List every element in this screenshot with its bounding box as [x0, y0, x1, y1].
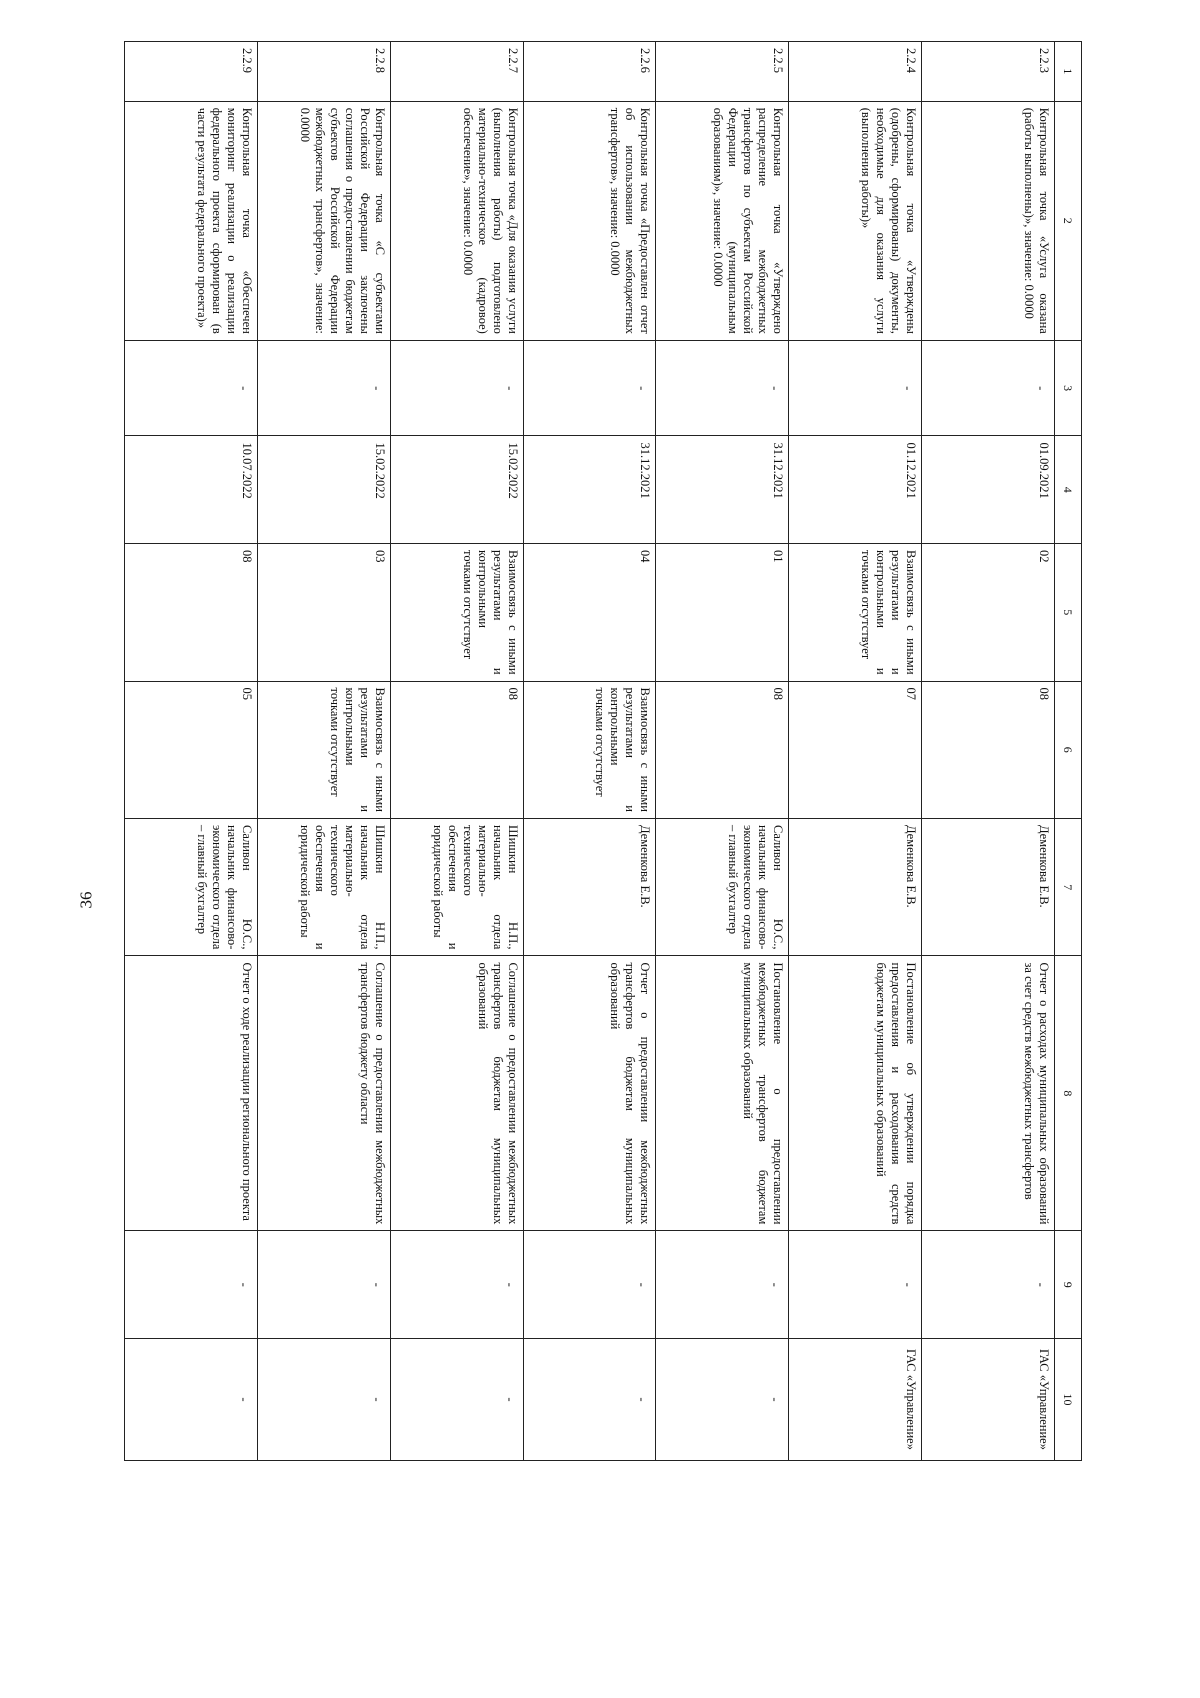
- cell-col6: Взаимосвязь с иными результатами и контрольными точками отсутствует: [523, 681, 656, 818]
- table-row: [257, 42, 390, 1461]
- cell-col3: -: [390, 340, 523, 436]
- information-system: -: [125, 1338, 258, 1460]
- deadline-date: 10.07.2022: [125, 436, 258, 544]
- column-header-5: 5: [1055, 544, 1082, 681]
- control-point-name: Контрольная точка «Обеспечен мониторинг реализации о реализации федерального проекта сформирован (в части результата федерального проекта)»: [125, 101, 258, 340]
- responsible-person: Шишкин Н.П., начальник отдела материально-технического обеспечения и юридической работы: [257, 818, 390, 955]
- row-number: 2.2.4: [789, 42, 922, 102]
- cell-col5: 02: [922, 544, 1055, 681]
- cell-col5: Взаимосвязь с иными результатами и контрольными точками отсутствует: [390, 544, 523, 681]
- responsible-person: Саливон Ю.С., начальник финансово-экономического отдела – главный бухгалтер: [656, 818, 789, 955]
- deadline-date: 01.09.2021: [922, 436, 1055, 544]
- page-number: 36: [76, 891, 96, 909]
- table-row: [789, 42, 922, 1461]
- cell-col6: 08: [390, 681, 523, 818]
- cell-col9: -: [523, 1231, 656, 1339]
- column-header-2: 2: [1055, 101, 1082, 340]
- header-row: [1055, 42, 1082, 1461]
- cell-col6: 07: [789, 681, 922, 818]
- cell-col3: -: [125, 340, 258, 436]
- document-type: Постановление о предоставлении межбюджетных трансфертов бюджетам муниципальных образований: [656, 956, 789, 1231]
- responsible-person: Саливон Ю.С., начальник финансово-экономического отдела – главный бухгалтер: [125, 818, 258, 955]
- column-header-4: 4: [1055, 436, 1082, 544]
- cell-col3: -: [656, 340, 789, 436]
- row-number: 2.2.6: [523, 42, 656, 102]
- information-system: -: [523, 1338, 656, 1460]
- column-header-8: 8: [1055, 956, 1082, 1231]
- cell-col5: 04: [523, 544, 656, 681]
- control-point-name: Контрольная точка «Для оказания услуги (выполнения работы) подготовлено материально-техническое (кадровое) обеспечение», значение: 0.0000: [390, 101, 523, 340]
- cell-col6: 05: [125, 681, 258, 818]
- cell-col3: -: [257, 340, 390, 436]
- column-header-6: 6: [1055, 681, 1082, 818]
- information-system: ГАС «Управление»: [922, 1338, 1055, 1460]
- document-type: Соглашение о предоставлении межбюджетных трансфертов бюджету области: [257, 956, 390, 1231]
- cell-col6: 08: [922, 681, 1055, 818]
- document-type: Отчет о ходе реализации регионального проекта: [125, 956, 258, 1231]
- control-point-name: Контрольная точка «Услуга оказана (работы выполнены)», значение: 0.0000: [922, 101, 1055, 340]
- control-point-name: Контрольная точка «Утверждены (одобрены, сформированы) документы, необходимые для оказания услуги (выполнения работы)»: [789, 101, 922, 340]
- column-header-7: 7: [1055, 818, 1082, 955]
- deadline-date: 15.02.2022: [390, 436, 523, 544]
- deadline-date: 31.12.2021: [656, 436, 789, 544]
- row-number: 2.2.5: [656, 42, 789, 102]
- cell-col6: Взаимосвязь с иными результатами и контрольными точками отсутствует: [257, 681, 390, 818]
- row-number: 2.2.7: [390, 42, 523, 102]
- table-row: [523, 42, 656, 1461]
- cell-col6: 08: [656, 681, 789, 818]
- document-type: Соглашение о предоставлении межбюджетных трансфертов бюджетам муниципальных образований: [390, 956, 523, 1231]
- table-row: [125, 42, 258, 1461]
- responsible-person: Деменкова Е.В.: [922, 818, 1055, 955]
- responsible-person: Деменкова Е.В.: [789, 818, 922, 955]
- table-row: [922, 42, 1055, 1461]
- cell-col9: -: [656, 1231, 789, 1339]
- cell-col9: -: [390, 1231, 523, 1339]
- control-point-name: Контрольная точка «Предоставлен отчет об использовании межбюджетных трансфертов», значение: 0.0000: [523, 101, 656, 340]
- information-system: -: [656, 1338, 789, 1460]
- control-point-name: Контрольная точка «Утверждено распределение межбюджетных трансфертов по субъектам Российской Федерации (муниципальным образованиям)», значение: 0.0000: [656, 101, 789, 340]
- deadline-date: 31.12.2021: [523, 436, 656, 544]
- information-system: -: [390, 1338, 523, 1460]
- cell-col9: -: [125, 1231, 258, 1339]
- document-type: Отчет о предоставлении межбюджетных трансфертов бюджетам муниципальных образований: [523, 956, 656, 1231]
- cell-col9: -: [789, 1231, 922, 1339]
- cell-col5: 01: [656, 544, 789, 681]
- column-header-1: 1: [1055, 42, 1082, 102]
- column-header-3: 3: [1055, 340, 1082, 436]
- table-row: [390, 42, 523, 1461]
- column-header-9: 9: [1055, 1231, 1082, 1339]
- cell-col5: Взаимосвязь с иными результатами и контрольными и точками отсутствует: [789, 544, 922, 681]
- cell-col5: 08: [125, 544, 258, 681]
- information-system: ГАС «Управление»: [789, 1338, 922, 1460]
- cell-col3: -: [922, 340, 1055, 436]
- cell-col3: -: [523, 340, 656, 436]
- cell-col3: -: [789, 340, 922, 436]
- document-type: Отчет о расходах муниципальных образований за счет средств межбюджетных трансфертов: [922, 956, 1055, 1231]
- column-header-10: 10: [1055, 1338, 1082, 1460]
- responsible-person: Деменкова Е.В.: [523, 818, 656, 955]
- cell-col9: -: [922, 1231, 1055, 1339]
- information-system: -: [257, 1338, 390, 1460]
- row-number: 2.2.9: [125, 42, 258, 102]
- deadline-date: 15.02.2022: [257, 436, 390, 544]
- cell-col9: -: [257, 1231, 390, 1339]
- table-row: [656, 42, 789, 1461]
- deadline-date: 01.12.2021: [789, 436, 922, 544]
- responsible-person: Шишкин Н.П., начальник отдела материально-технического обеспечения и юридической работы: [390, 818, 523, 955]
- row-number: 2.2.8: [257, 42, 390, 102]
- document-type: Постановление об утверждении порядка предоставления и расходования средств бюджетам муниципальных образований: [789, 956, 922, 1231]
- row-number: 2.2.3: [922, 42, 1055, 102]
- rotated-table-wrapper: [124, 41, 1082, 1461]
- control-points-table: [124, 41, 1082, 1461]
- control-point-name: Контрольная точка «С субъектами Российской Федерации заключены соглашения о предоставлении бюджетам субъектов Российской Федерации межбюджетных трансфертов», значение: 0.0000: [257, 101, 390, 340]
- cell-col5: 03: [257, 544, 390, 681]
